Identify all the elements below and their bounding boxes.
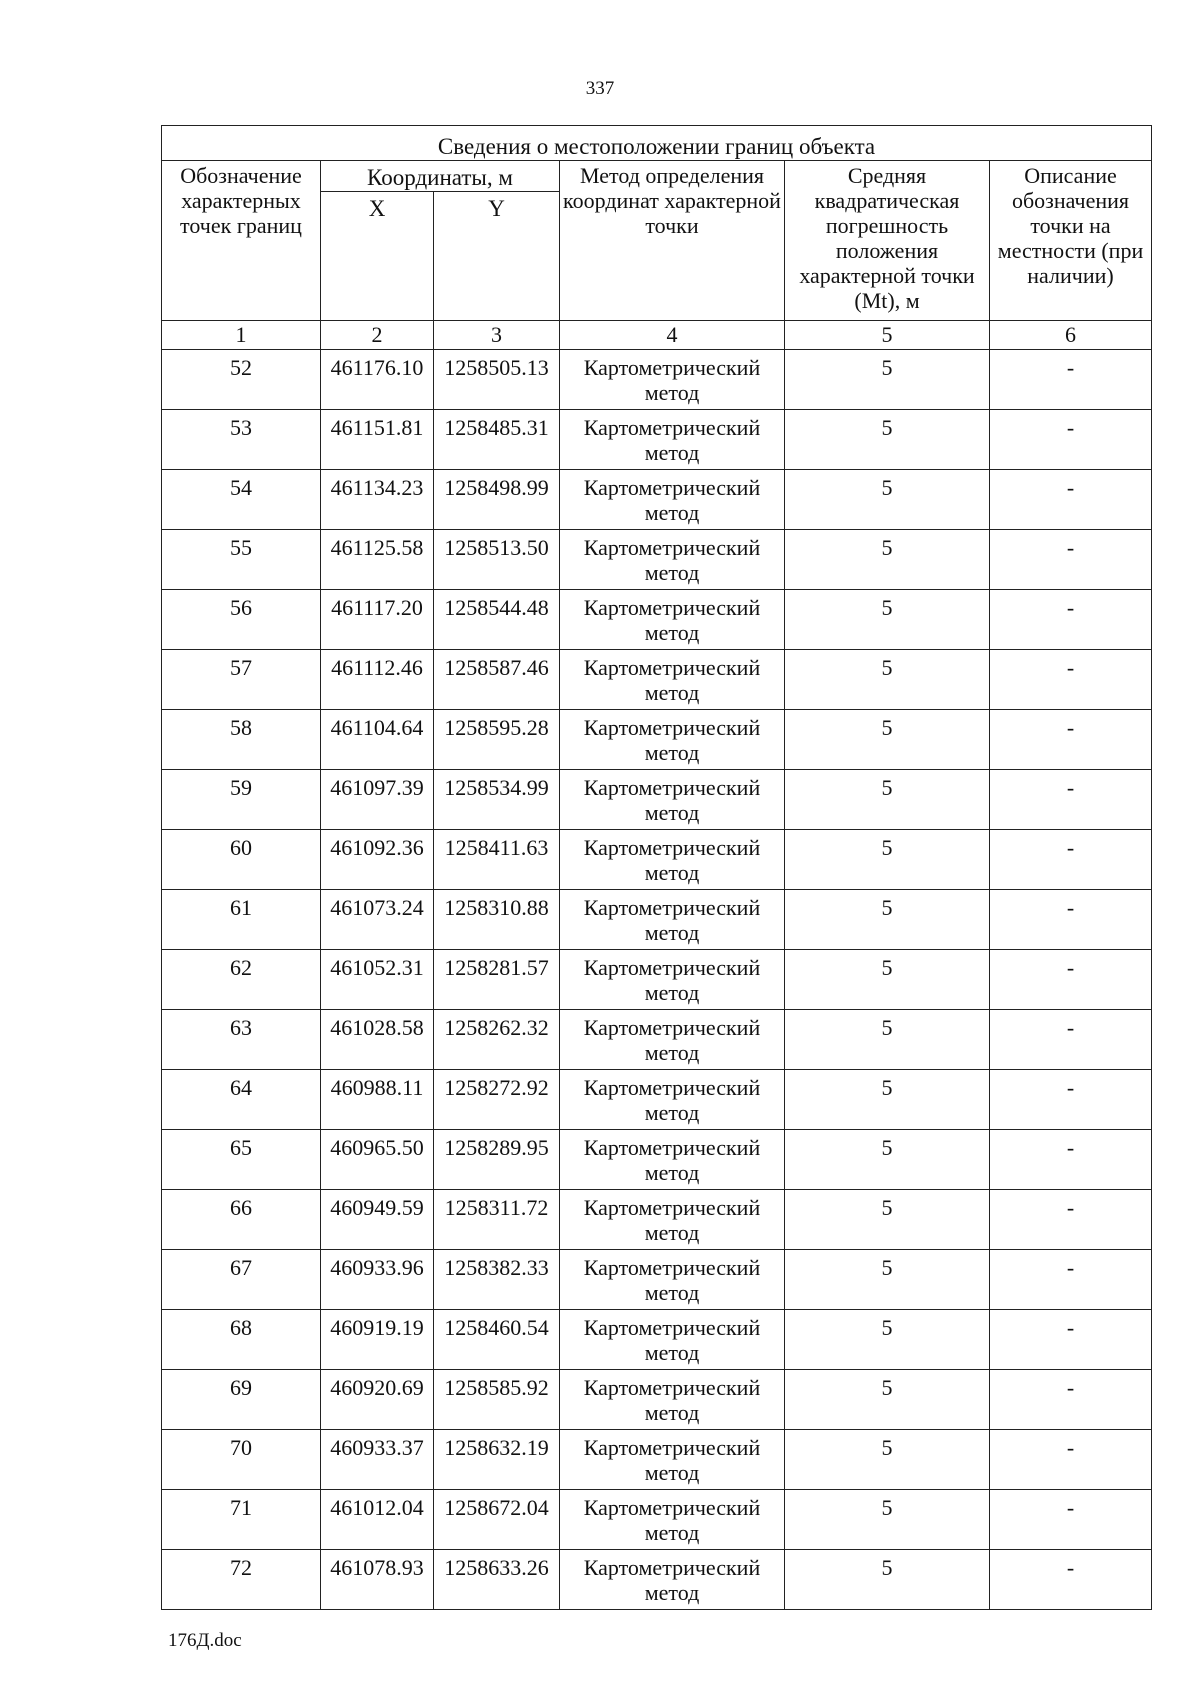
page-number: 337 [585,78,615,99]
table-row [162,1190,1152,1250]
cell-method [560,950,785,1010]
cell-x: 461078.93 [321,1550,434,1610]
cell-x: 461117.20 [321,590,434,650]
cell-point: 72 [162,1550,321,1610]
cell-x: 460933.96 [321,1250,434,1310]
method-line-1: Картометрический [583,1375,761,1400]
cell-x: 461092.36 [321,830,434,890]
method-line-1: Картометрический [583,895,761,920]
cell-mean-error: 5 [785,1370,990,1430]
cell-x: 460965.50 [321,1130,434,1190]
table-body [162,350,1152,1610]
cell-method [560,710,785,770]
cell-x: 461151.81 [321,410,434,470]
column-number: 4 [560,321,785,350]
method-line-2: метод [644,500,700,525]
cell-method [560,1250,785,1310]
cell-x: 460949.59 [321,1190,434,1250]
method-line-2: метод [644,920,700,945]
cell-x: 460919.19 [321,1310,434,1370]
cell-y: 1258585.92 [434,1370,560,1430]
method-line-1: Картометрический [583,1015,761,1040]
cell-y: 1258289.95 [434,1130,560,1190]
cell-point: 68 [162,1310,321,1370]
cell-point: 61 [162,890,321,950]
cell-point: 71 [162,1490,321,1550]
cell-description: - [990,1370,1152,1430]
header-mean-error: Средняя квадратическая погрешность положения характерной точки (Mt), м [785,161,990,321]
cell-x: 460920.69 [321,1370,434,1430]
cell-y: 1258281.57 [434,950,560,1010]
table-row [162,1490,1152,1550]
table-row [162,590,1152,650]
column-number: 2 [321,321,434,350]
cell-point: 57 [162,650,321,710]
header-y: Y [434,192,560,321]
cell-description: - [990,1250,1152,1310]
method-line-1: Картометрический [583,1315,761,1340]
method-line-2: метод [644,1520,700,1545]
table-header-row [162,161,1152,192]
cell-description: - [990,1490,1152,1550]
method-line-2: метод [644,1160,700,1185]
method-line-1: Картометрический [583,835,761,860]
cell-mean-error: 5 [785,1490,990,1550]
cell-mean-error: 5 [785,1190,990,1250]
cell-mean-error: 5 [785,650,990,710]
cell-x: 461028.58 [321,1010,434,1070]
cell-method [560,1490,785,1550]
method-line-2: метод [644,1100,700,1125]
method-line-2: метод [644,1340,700,1365]
cell-mean-error: 5 [785,590,990,650]
cell-method [560,650,785,710]
column-number: 1 [162,321,321,350]
cell-point: 55 [162,530,321,590]
cell-method [560,350,785,410]
method-line-1: Картометрический [583,595,761,620]
table-row [162,950,1152,1010]
cell-mean-error: 5 [785,1010,990,1070]
header-method: Метод определения координат характерной точки [560,161,785,321]
table-row [162,1310,1152,1370]
method-line-1: Картометрический [583,715,761,740]
cell-method [560,1010,785,1070]
cell-x: 461073.24 [321,890,434,950]
method-line-1: Картометрический [583,475,761,500]
cell-method [560,1550,785,1610]
cell-mean-error: 5 [785,710,990,770]
cell-mean-error: 5 [785,410,990,470]
table-row [162,890,1152,950]
cell-mean-error: 5 [785,770,990,830]
table-row [162,1070,1152,1130]
table-row [162,350,1152,410]
header-point-designation: Обозначение характерных точек границ [162,161,321,321]
cell-x: 461097.39 [321,770,434,830]
cell-y: 1258310.88 [434,890,560,950]
method-line-1: Картометрический [583,655,761,680]
table-row [162,1010,1152,1070]
method-line-2: метод [644,680,700,705]
method-line-2: метод [644,560,700,585]
cell-mean-error: 5 [785,950,990,1010]
method-line-2: метод [644,740,700,765]
cell-x: 460988.11 [321,1070,434,1130]
cell-description: - [990,890,1152,950]
cell-y: 1258382.33 [434,1250,560,1310]
method-line-1: Картометрический [583,1135,761,1160]
cell-method [560,1430,785,1490]
cell-description: - [990,1130,1152,1190]
cell-description: - [990,1430,1152,1490]
cell-mean-error: 5 [785,470,990,530]
cell-description: - [990,710,1152,770]
cell-y: 1258498.99 [434,470,560,530]
cell-method [560,470,785,530]
method-line-2: метод [644,1460,700,1485]
cell-method [560,830,785,890]
table-row [162,470,1152,530]
method-line-2: метод [644,380,700,405]
cell-description: - [990,590,1152,650]
cell-method [560,770,785,830]
cell-x: 461125.58 [321,530,434,590]
cell-x: 461052.31 [321,950,434,1010]
method-line-2: метод [644,440,700,465]
cell-description: - [990,770,1152,830]
cell-point: 52 [162,350,321,410]
cell-y: 1258262.32 [434,1010,560,1070]
cell-description: - [990,1310,1152,1370]
column-numbers-row [162,321,1152,350]
method-line-1: Картометрический [583,1555,761,1580]
cell-method [560,1370,785,1430]
cell-point: 67 [162,1250,321,1310]
cell-method [560,590,785,650]
method-line-2: метод [644,1580,700,1605]
cell-x: 461012.04 [321,1490,434,1550]
cell-x: 460933.37 [321,1430,434,1490]
column-number: 3 [434,321,560,350]
cell-description: - [990,950,1152,1010]
cell-method [560,890,785,950]
column-number: 6 [990,321,1152,350]
cell-y: 1258311.72 [434,1190,560,1250]
method-line-1: Картометрический [583,1435,761,1460]
method-line-1: Картометрический [583,1075,761,1100]
table-title: Сведения о местоположении границ объекта [162,126,1152,161]
column-number: 5 [785,321,990,350]
cell-method [560,530,785,590]
cell-point: 64 [162,1070,321,1130]
method-line-2: метод [644,980,700,1005]
cell-description: - [990,470,1152,530]
cell-description: - [990,1190,1152,1250]
table-row [162,770,1152,830]
method-line-1: Картометрический [583,415,761,440]
cell-x: 461112.46 [321,650,434,710]
cell-method [560,410,785,470]
cell-point: 54 [162,470,321,530]
cell-mean-error: 5 [785,1070,990,1130]
method-line-1: Картометрический [583,1495,761,1520]
method-line-1: Картометрический [583,1195,761,1220]
cell-y: 1258672.04 [434,1490,560,1550]
table-row [162,1130,1152,1190]
table-row [162,1370,1152,1430]
cell-description: - [990,1550,1152,1610]
cell-description: - [990,350,1152,410]
cell-point: 66 [162,1190,321,1250]
document-filename: 176Д.doc [168,1630,242,1651]
cell-mean-error: 5 [785,1310,990,1370]
table-row [162,1430,1152,1490]
cell-mean-error: 5 [785,890,990,950]
cell-y: 1258272.92 [434,1070,560,1130]
cell-point: 58 [162,710,321,770]
cell-description: - [990,830,1152,890]
cell-description: - [990,650,1152,710]
method-line-2: метод [644,1400,700,1425]
cell-point: 70 [162,1430,321,1490]
cell-method [560,1190,785,1250]
cell-method [560,1310,785,1370]
cell-point: 60 [162,830,321,890]
cell-x: 461104.64 [321,710,434,770]
cell-y: 1258460.54 [434,1310,560,1370]
cell-y: 1258411.63 [434,830,560,890]
header-description: Описание обозначения точки на местности (при наличии) [990,161,1152,321]
table-row [162,1250,1152,1310]
cell-mean-error: 5 [785,830,990,890]
cell-mean-error: 5 [785,1130,990,1190]
header-x: X [321,192,434,321]
cell-mean-error: 5 [785,1550,990,1610]
table-row [162,410,1152,470]
method-line-1: Картометрический [583,955,761,980]
table-row [162,830,1152,890]
method-line-1: Картометрический [583,355,761,380]
cell-description: - [990,1010,1152,1070]
cell-mean-error: 5 [785,530,990,590]
cell-method [560,1070,785,1130]
boundary-table-container [161,125,1151,1610]
cell-mean-error: 5 [785,1250,990,1310]
method-line-1: Картометрический [583,775,761,800]
table-row [162,530,1152,590]
cell-x: 461134.23 [321,470,434,530]
cell-mean-error: 5 [785,1430,990,1490]
cell-point: 63 [162,1010,321,1070]
cell-point: 65 [162,1130,321,1190]
cell-description: - [990,530,1152,590]
method-line-2: метод [644,1040,700,1065]
cell-point: 69 [162,1370,321,1430]
cell-y: 1258534.99 [434,770,560,830]
cell-x: 461176.10 [321,350,434,410]
cell-point: 62 [162,950,321,1010]
cell-y: 1258632.19 [434,1430,560,1490]
cell-y: 1258633.26 [434,1550,560,1610]
method-line-2: метод [644,800,700,825]
method-line-2: метод [644,620,700,645]
table-row [162,1550,1152,1610]
cell-y: 1258485.31 [434,410,560,470]
header-coordinates: Координаты, м [321,161,560,192]
method-line-2: метод [644,1220,700,1245]
boundary-coordinates-table [161,125,1152,1610]
cell-method [560,1130,785,1190]
cell-point: 53 [162,410,321,470]
method-line-2: метод [644,1280,700,1305]
cell-y: 1258587.46 [434,650,560,710]
cell-description: - [990,1070,1152,1130]
method-line-1: Картометрический [583,1255,761,1280]
cell-y: 1258595.28 [434,710,560,770]
cell-y: 1258505.13 [434,350,560,410]
cell-point: 59 [162,770,321,830]
cell-description: - [990,410,1152,470]
table-title-row [162,126,1152,161]
table-row [162,710,1152,770]
cell-y: 1258544.48 [434,590,560,650]
cell-y: 1258513.50 [434,530,560,590]
table-row [162,650,1152,710]
cell-mean-error: 5 [785,350,990,410]
method-line-1: Картометрический [583,535,761,560]
method-line-2: метод [644,860,700,885]
cell-point: 56 [162,590,321,650]
